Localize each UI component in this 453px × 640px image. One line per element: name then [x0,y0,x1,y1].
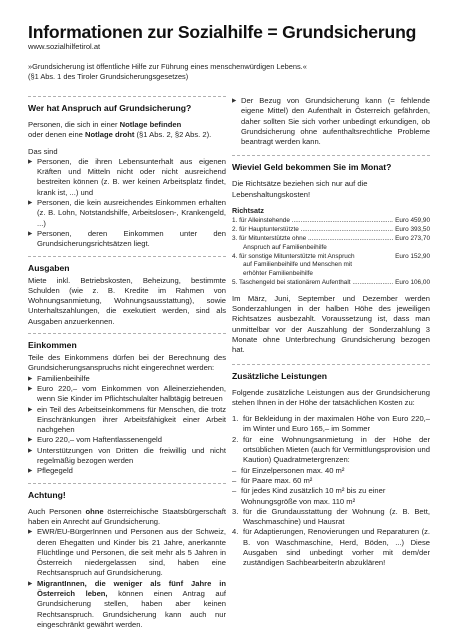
list-item: 4. für Adaptierungen, Renovierungen und Reparaturen (z. B. von Waschmaschine, Herd, Böden, ...) Diese Ausgaben sind unbedingt vorher mit dem/der zuständigen SachbearbeiterIn abzuklären! [232,527,430,568]
section-divider [28,96,226,97]
intro-quote-line: »Grundsicherung ist öffentliche Hilfe zur Führung eines menschenwürdigen Lebens.« [28,62,307,71]
list-item: – für Einzelpersonen max. 40 m² [232,466,430,476]
anspruch-intro: Personen, die sich in einer Notlage befinden oder denen eine Notlage droht (§1 Abs. 2, §2 Abs. 2). [28,120,212,140]
einkommen-list [28,374,226,477]
ausgaben-text: Miete inkl. Betriebskosten, Beheizung, bestimmte Schulden (wie z. B. Kredite im Rahmen von Wohnungsanmietung, Wohnungsausstattung), sowie Unterhaltszahlungen, die exekutiert werden, sind als Ausgaben anzuerkennen. [28,275,226,326]
richtsatz-label: Richtsatz [232,206,264,216]
right-column [232,96,430,569]
list-item: – für jedes Kind zusätzlich 10 m² bis zu einer Wohnungsgröße von max. 110 m² [232,486,430,507]
intro-quote-source: (§1 Abs. 1 des Tiroler Grundsicherungsgesetzes) [28,72,189,81]
list-item: 1. für Bekleidung in der maximalen Höhe von Euro 220,– im Winter und Euro 165,– im Sommer [232,414,430,434]
section-divider [232,155,430,156]
list-item: ▶ EWR/EU-BürgerInnen und Personen aus der Schweiz, deren Ehegatten und Kinder bis 21 Jahre, anerkannte Flüchtlinge und Personen, die seit mehr als 5 Jahren in Österreich niedergelassen sind, haben eine Rechtsanspruch auf Grundsicherung. [28,527,226,578]
table-row-sub: Anspruch auf Familienbeihilfe [243,243,327,251]
table-row-sub: auf Familienbeihilfe und Menschen mit [243,261,353,269]
list-item: ▶ Pflegegeld [28,466,226,476]
section-heading-ausgaben: Ausgaben [28,262,70,273]
richtsatz-table [232,217,430,287]
list-item: ▶ Der Bezug von Grundsicherung kann (= fehlende eigene Mittel) den Aufenthalt in Österreich gefährden, daher sollten Sie sich vorher unbedingt erkundigen, ob Grundsicherung ohne aufenthaltsrechtliche Probleme beantragt werden kann. [232,96,430,147]
list-item: ▶ MigrantInnen, die weniger als fünf Jahre in Österreich leben, können einen Antrag auf Grundsicherung stellen, haben aber keinen Rechtsanspruch. Grundsicherung kann auch nur eingeschränkt gewährt werden. [28,579,226,630]
zusatz-list-continued [232,507,430,569]
section-heading-anspruch: Wer hat Anspruch auf Grundsicherung? [28,103,192,113]
section-divider [232,364,430,365]
section-heading-einkommen: Einkommen [28,340,77,351]
table-row: 1. für Alleinstehende ..... Euro 459,90 [232,217,430,226]
list-item: 3. für die Grundausstattung der Wohnung (z. B. Bett, Waschmaschine) und Hausrat [232,506,430,527]
section-heading-geld: Wieviel Geld bekommen Sie im Monat? [232,162,392,173]
list-item: ▶ ein Teil des Arbeitseinkommens für Menschen, die trotz Einschränkungen ihrer Arbeitsfähigkeit einer Arbeit nachgehen [28,405,226,436]
list-item: 2. für eine Wohnungsanmietung in der Höhe der ortsüblichen Mieten (auch für Vermittlungsprovision und Kaution) Quadratmetergrenzen: [232,434,430,465]
list-item: – für Paare max. 60 m² [232,476,430,486]
geld-text: Die Richtsätze beziehen sich nur auf die Lebenshaltungskosten! [232,179,368,199]
intro-quote [28,62,428,82]
section-divider [28,483,226,484]
sonderzahlung-text: Im März, Juni, September und Dezember werden Sonderzahlungen in der halben Höhe des jeweiligen Richtsatzes ausbezahlt. Voraussetzung ist, dass man unmittelbar vor der Auszahlung der Sonderzahlung 3 Monate ohne Unterbrechung Grundsicherung bezogen hat. [232,293,430,355]
table-row: 5. Taschengeld bei stationärem Aufenthalt ..... Euro 106,00 [232,279,430,288]
section-divider [28,256,226,257]
left-column [28,96,226,636]
table-row: 2. für Hauptunterstützte ..... Euro 393,50 [232,226,430,235]
anspruch-das-sind: Das sind [28,146,58,156]
bezug-list [232,96,430,147]
list-item: ▶ Unterstützungen von Dritten die freiwillig und nicht regelmäßig bezogen werden [28,446,226,467]
zusatz-text: Folgende zusätzliche Leistungen aus der Grundsicherung stehen Ihnen in der Höhe der tatsächlichen Kosten zu: [232,387,430,407]
table-row: 4. für sonstige Mitunterstützte mit Anspruch Euro 152,90 [232,252,430,260]
website-url[interactable]: www.sozialhilfetirol.at [28,42,101,51]
list-item: ▶ Personen, die kein ausreichendes Einkommen erhalten (z. B. Lohn, Notstandshilfe, Arbeitslosen-, Krankengeld, ...) [28,198,226,229]
achtung-text: Auch Personen ohne österreichische Staatsbürgerschaft haben ein Anrecht auf Grundsicherung. [28,506,226,526]
list-item: ▶ Familienbeihilfe [28,374,226,384]
anspruch-list [28,157,226,250]
section-heading-achtung: Achtung! [28,489,66,500]
list-item: ▶ Personen, deren Einkommen unter den Grundsicherungsrichtsätzen liegt. [28,229,226,250]
achtung-list [28,527,226,630]
list-item: ▶ Personen, die ihren Lebensunterhalt aus eigenen Kräften und Mitteln nicht oder nicht ausreichend bestreiten können (z. B. wer keinen Arbeitsplatz findet, krank ist, ...) und [28,157,226,198]
list-item: ▶ Euro 220,– vom Haftentlassenengeld [28,435,226,445]
page-title: Informationen zur Sozialhilfe = Grundsicherung [28,22,417,42]
section-heading-zusatz: Zusätzliche Leistungen [232,370,328,381]
list-item: ▶ Euro 220,– vom Einkommen von Alleinerziehenden, wenn Sie Kinder im Pflichtschulalter halbtägig betreuen [28,384,226,405]
section-divider [28,333,226,334]
table-row: 3. für Mitunterstützte ohne ..... Euro 273,70 [232,235,430,244]
zusatz-list [232,414,430,465]
table-row-sub: erhöhter Familienbeihilfe [243,270,313,278]
quadratmeter-list [232,466,430,507]
einkommen-text: Teile des Einkommens dürfen bei der Berechnung des Grundsicherungsanspruchs nicht eingerechnet werden: [28,353,226,373]
